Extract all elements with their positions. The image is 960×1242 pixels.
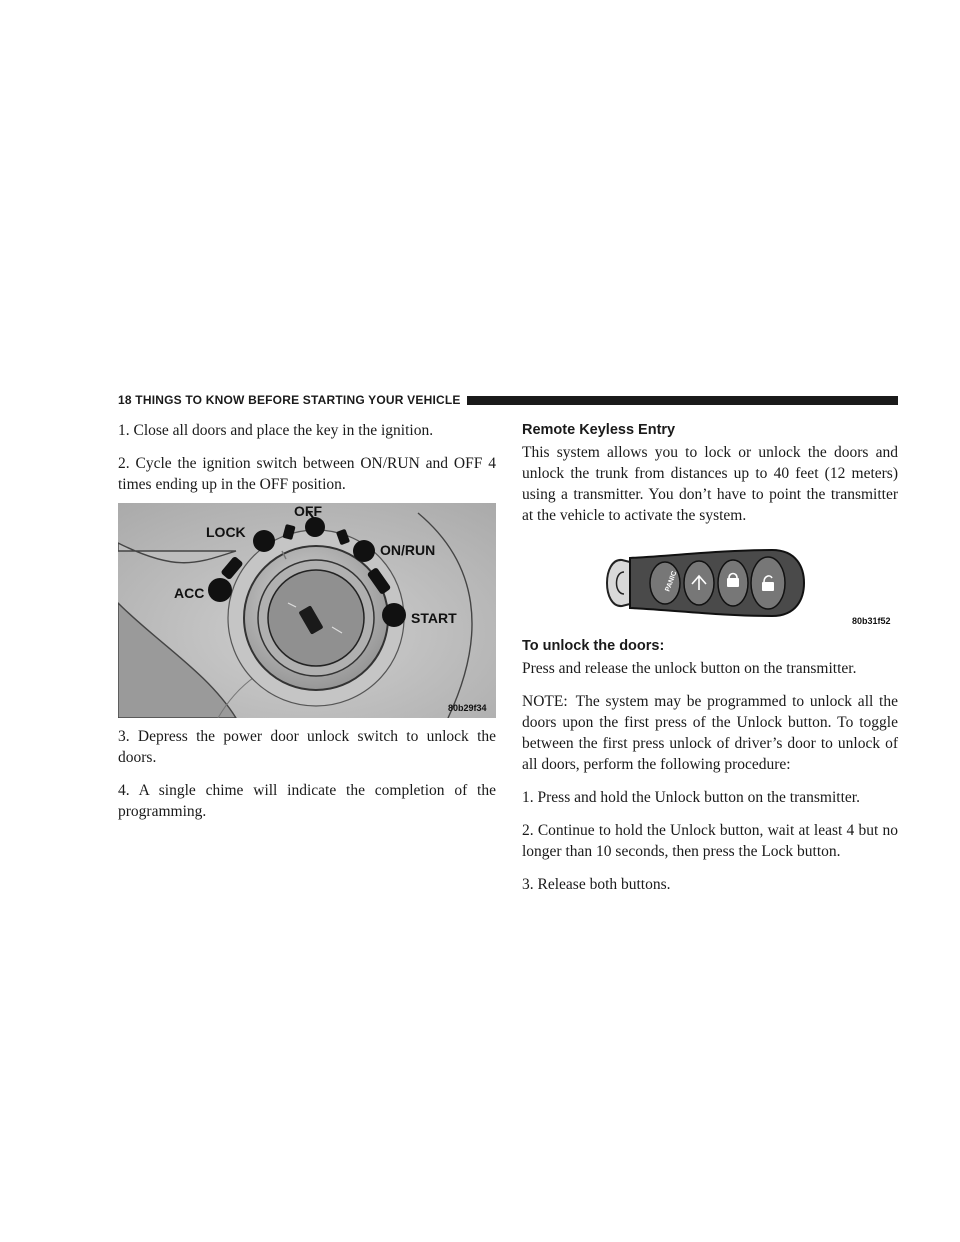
rke-step-1: 1. Press and hold the Unlock button on the transmitter. [522, 789, 860, 806]
left-column [118, 420, 496, 834]
step-3: 3. Depress the power door unlock switch to unlock the doors. [118, 728, 496, 766]
step-2: 2. Cycle the ignition switch between ON/RUN and OFF 4 times ending up in the OFF position. [118, 455, 496, 493]
on-run-position-dot [353, 540, 375, 562]
header-rule [467, 396, 898, 405]
section-title: THINGS TO KNOW BEFORE STARTING YOUR VEHICLE [135, 393, 461, 407]
rke-intro: This system allows you to lock or unlock the doors and unlock the trunk from distances up to 40 feet (12 meters) using a transmitter. You don’t have to point the transmitter at the vehicle to activate the system. [522, 444, 898, 524]
acc-label: ACC [174, 585, 205, 601]
off-label: OFF [294, 503, 322, 519]
lock-label: LOCK [206, 524, 246, 540]
section-heading-remote-keyless-entry: Remote Keyless Entry [522, 422, 676, 438]
fob-figure-code: 80b31f52 [852, 616, 891, 626]
page-number: 18 [118, 393, 132, 407]
rke-step-3: 3. Release both buttons. [522, 876, 671, 893]
lock-position-dot [253, 530, 275, 552]
off-position-dot [305, 517, 325, 537]
note-label: NOTE: [522, 693, 568, 710]
acc-position-dot [208, 578, 232, 602]
header-text [118, 393, 461, 407]
step-1: 1. Close all doors and place the key in the ignition. [118, 422, 434, 439]
key-fob-illustration [522, 538, 898, 628]
start-position-dot [382, 603, 406, 627]
start-label: START [411, 610, 457, 626]
panic-label: PANIC [664, 570, 679, 593]
subheading-unlock-doors: To unlock the doors: [522, 638, 665, 654]
note-paragraph [522, 691, 898, 775]
panic-button [650, 562, 680, 604]
figure-code: 80b29f34 [448, 703, 487, 713]
note-text: The system may be programmed to unlock all the doors upon the first press of the Unlock button. To toggle between the first press unlock of driver’s door to unlock of all doors, perform the following procedure: [522, 693, 898, 773]
right-column [522, 420, 898, 907]
on-run-label: ON/RUN [380, 542, 436, 558]
unlock-instruction: Press and release the unlock button on the transmitter. [522, 660, 857, 677]
page-header [118, 392, 898, 408]
step-4: 4. A single chime will indicate the completion of the programming. [118, 782, 496, 820]
ignition-switch-illustration [118, 503, 496, 718]
rke-step-2: 2. Continue to hold the Unlock button, wait at least 4 but no longer than 10 seconds, then press the Lock button. [522, 822, 898, 860]
